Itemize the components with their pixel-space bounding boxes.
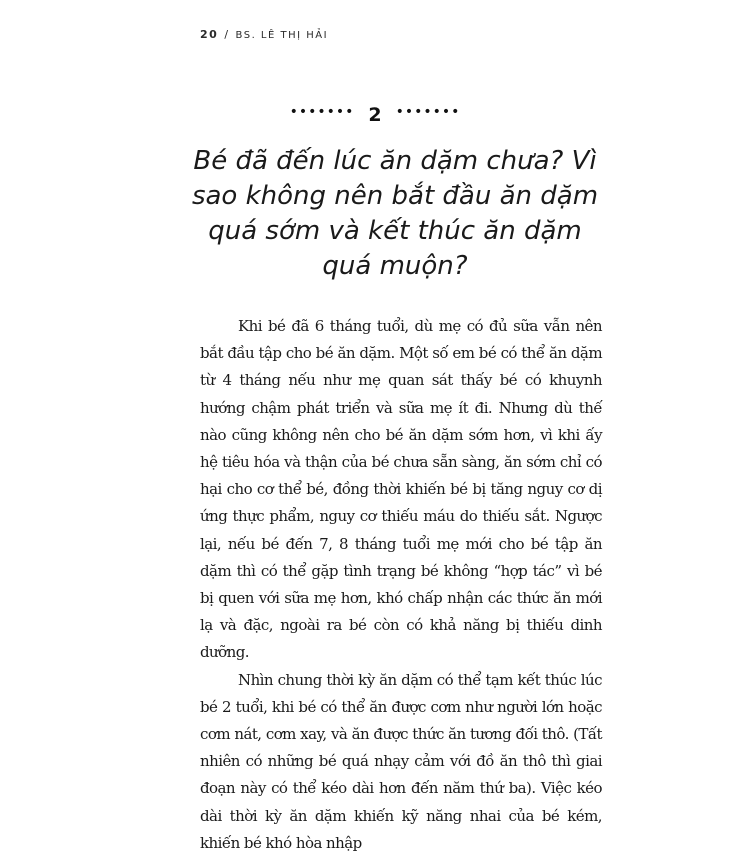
running-head-separator: /: [224, 28, 230, 41]
chapter-number: 2: [368, 104, 382, 126]
paragraph-2: Nhìn chung thời kỳ ăn dặm có thể tạm kết thúc lúc bé 2 tuổi, khi bé có thể ăn được cơm như người lớn hoặc cơm nát, cơm xay, và ăn được thức ăn tương đối thô. (Tất nhiên có những bé quá nhạy cảm với đồ ăn thô thì giai đoạn này có thể kéo dài hơn đến năm thứ ba). Việc kéo dài thời kỳ ăn dặm khiến kỹ năng nhai của bé kém, khiến bé khó hòa nhập: [200, 670, 602, 852]
body-text: [200, 313, 602, 857]
dots-left: •••••••: [289, 104, 355, 120]
dots-right: •••••••: [395, 104, 461, 120]
page-number: 20: [200, 28, 219, 41]
running-head: [200, 28, 328, 41]
author-name: BS. LÊ THỊ HẢI: [235, 30, 329, 41]
paragraph-1: Khi bé đã 6 tháng tuổi, dù mẹ có đủ sữa vẫn nên bắt đầu tập cho bé ăn dặm. Một số em bé có thể ăn dặm từ 4 tháng nếu như mẹ quan sát thấy bé có khuynh hướng chậm phát triển và sữa mẹ ít đi. Nhưng dù thế nào cũng không nên cho bé ăn dặm sớm hơn, vì khi ấy hệ tiêu hóa và thận của bé chưa sẵn sàng, ăn sớm chỉ có hại cho cơ thể bé, đồng thời khiến bé bị tăng nguy cơ dị ứng thực phẩm, nguy cơ thiếu máu do thiếu sắt. Ngược lại, nếu bé đến 7, 8 tháng tuổi mẹ mới cho bé tập ăn dặm thì có thể gặp tình trạng bé không “hợp tác” vì bé bị quen với sữa mẹ hơn, khó chấp nhận các thức ăn mới lạ và đặc, ngoài ra bé còn có khả năng bị thiếu dinh dưỡng.: [200, 317, 602, 662]
chapter-title: Bé đã đến lúc ăn dặm chưa? Vì sao không nên bắt đầu ăn dặm quá sớm và kết thúc ăn dặm quá muộn?: [191, 146, 599, 281]
chapter-number-ornament: [0, 104, 750, 126]
